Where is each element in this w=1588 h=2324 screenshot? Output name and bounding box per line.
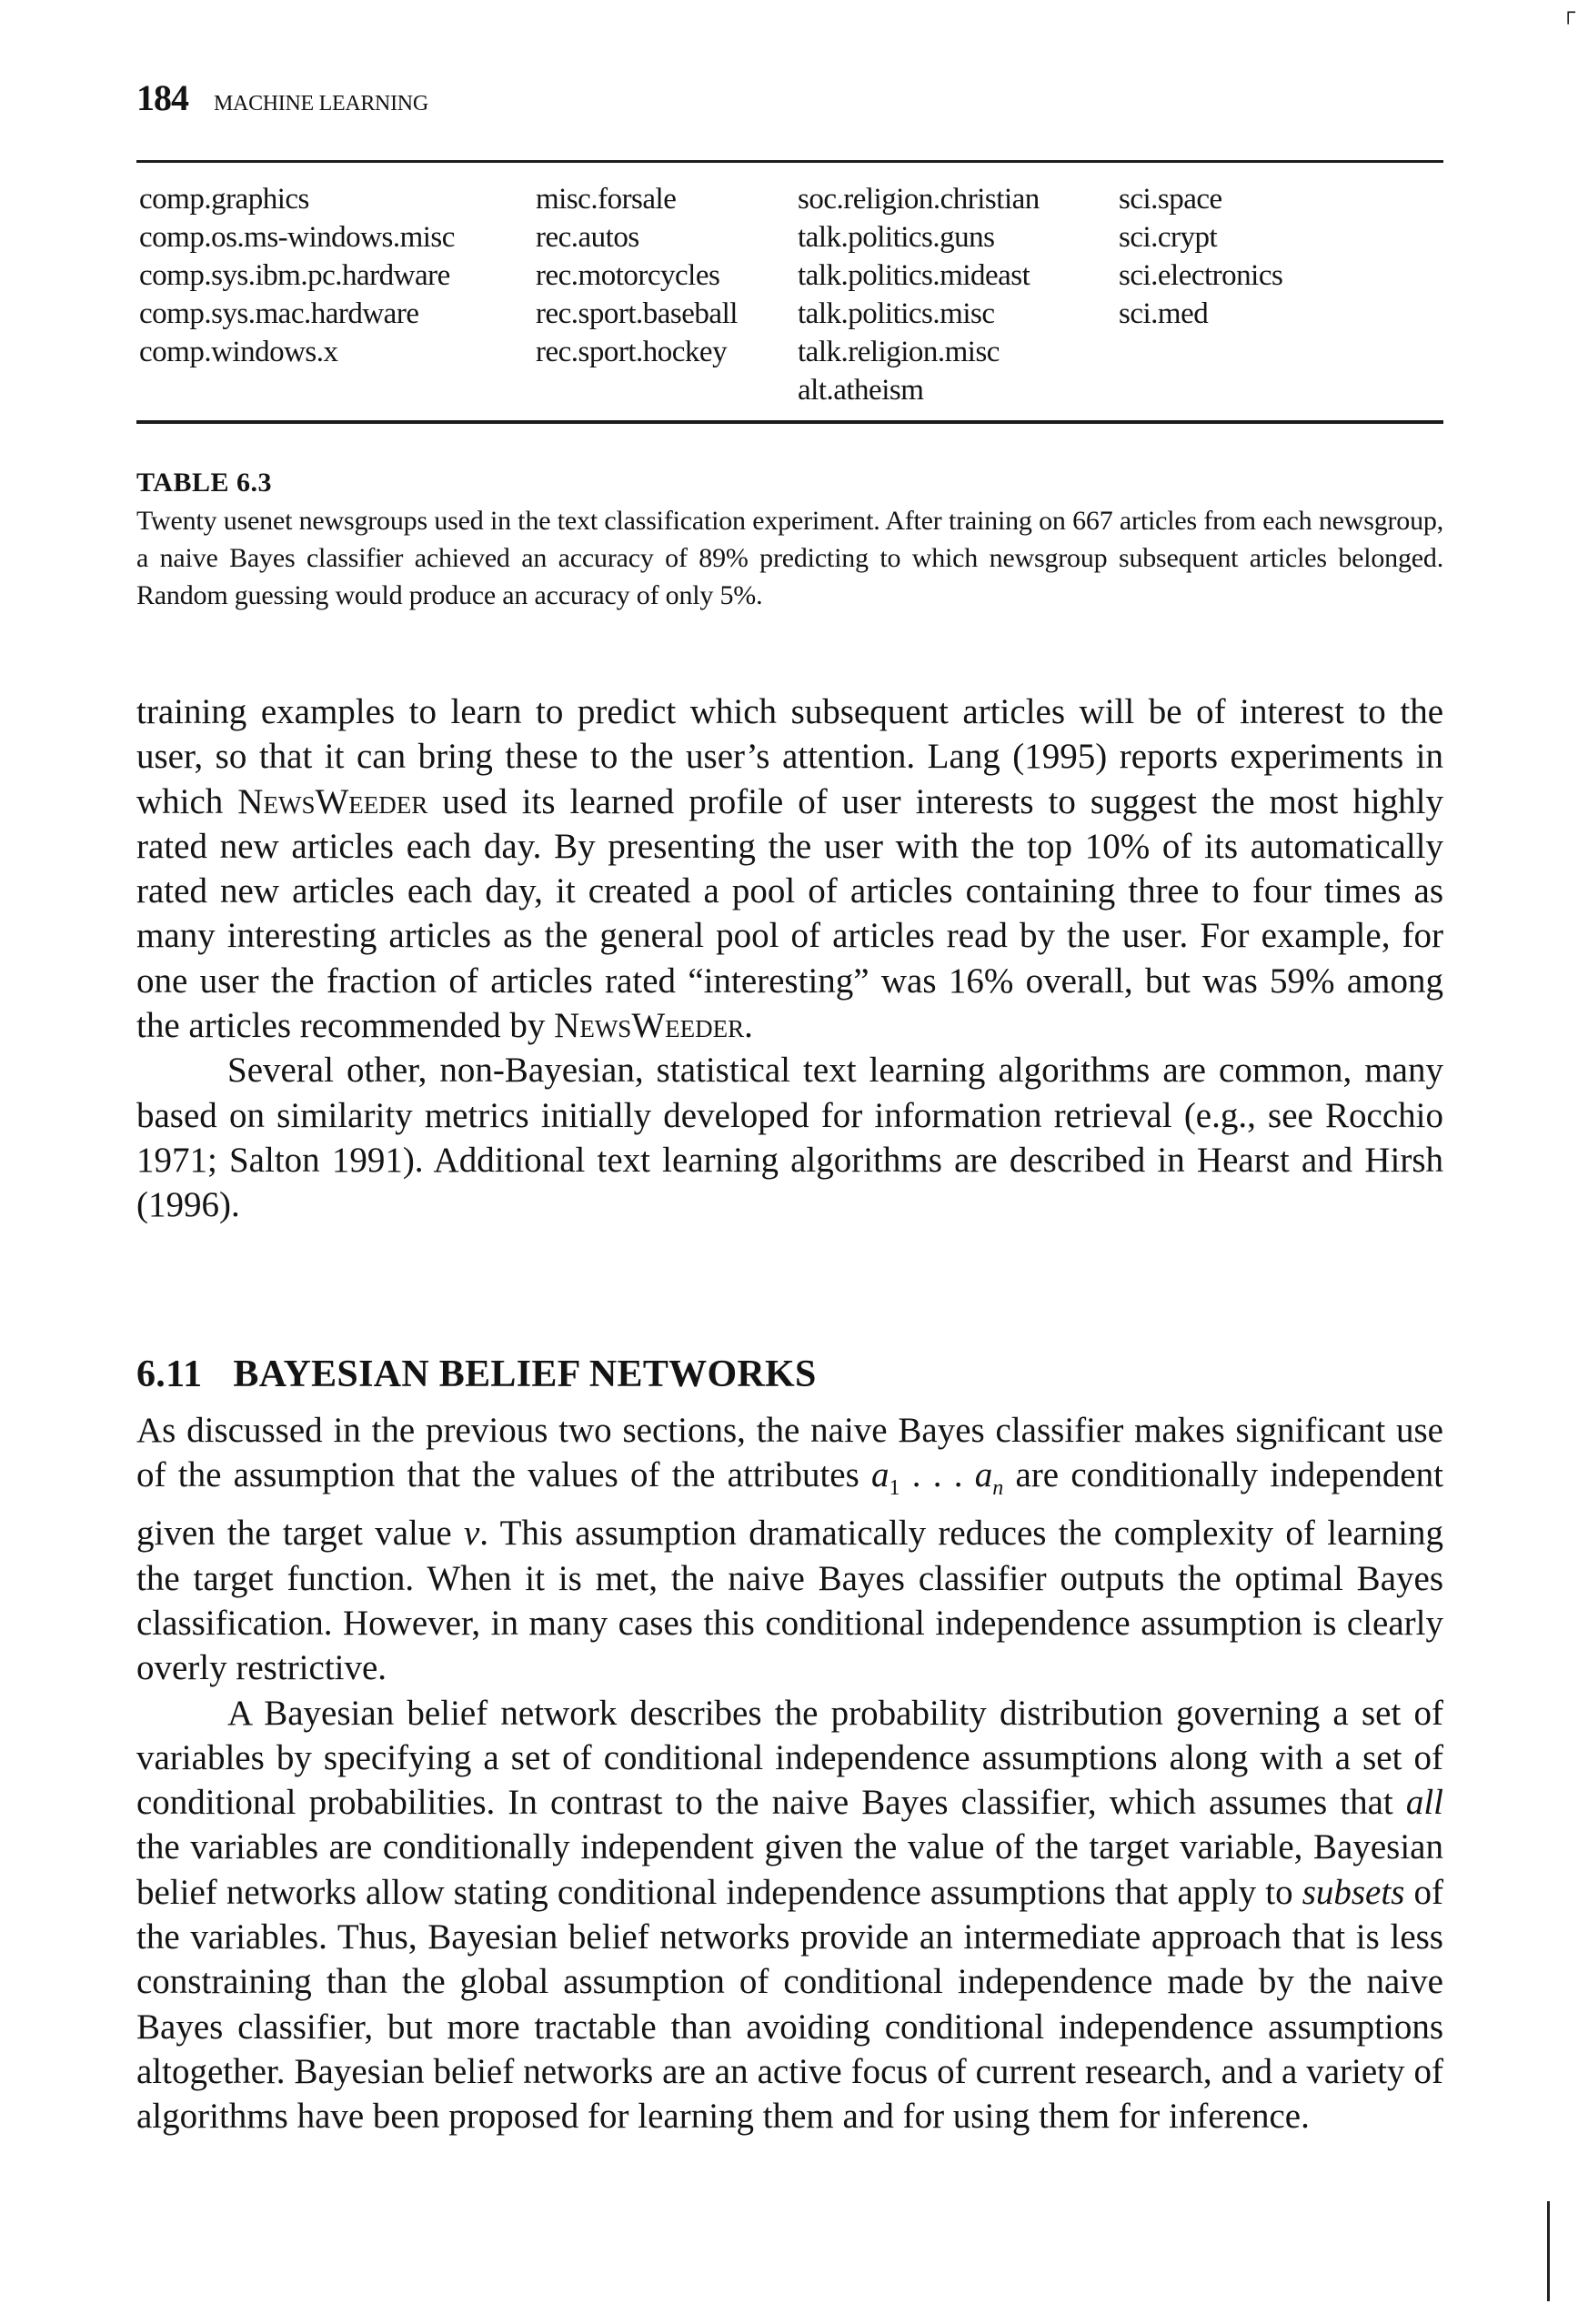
section-title: BAYESIAN BELIEF NETWORKS [233, 1353, 817, 1395]
table-cell: talk.politics.mideast [798, 259, 1030, 292]
table-cell: sci.med [1119, 297, 1209, 330]
running-head: MACHINE LEARNING [214, 92, 428, 116]
section-heading [136, 1353, 817, 1396]
table-bottom-rule [136, 420, 1443, 424]
table-cell: soc.religion.christian [798, 183, 1040, 216]
text-run: As discussed in the previous two sections, the naive Bayes classifier makes significant use of the assumption that the values of the attributes [136, 1411, 1443, 1495]
paragraph [136, 1691, 1443, 2139]
text-run: . . . [900, 1455, 975, 1495]
page-number: 184 [136, 77, 188, 118]
table-cell: comp.os.ms-windows.misc [139, 221, 455, 254]
text-run: . This assumption dramatically reduces the complexity of learning the target function. When it is met, the naive Bayes classifier outputs the optimal Bayes classification. However, in many cases this conditional independence assumption is clearly overly restrictive. [136, 1514, 1443, 1688]
table-cell: comp.graphics [139, 183, 309, 216]
paragraph [136, 1408, 1443, 1691]
section-number: 6.11 [136, 1353, 203, 1395]
table-cell: rec.motorcycles [536, 259, 720, 292]
table-cell: comp.windows.x [139, 336, 338, 368]
math-var: a [871, 1455, 889, 1495]
emphasis: all [1405, 1783, 1443, 1823]
table-cell: rec.sport.baseball [536, 297, 738, 330]
table-cell: misc.forsale [536, 183, 677, 216]
emphasis: subsets [1302, 1872, 1405, 1912]
table-column-misc-rec [536, 180, 738, 371]
margin-mark [1547, 2201, 1550, 2301]
newsweeder-name: NewsWeeder [237, 781, 428, 821]
text-run: the variables are conditionally independent given the value of the target variable, Bayesian belief networks allow stating conditional independence assumptions that apply to [136, 1827, 1443, 1912]
newsweeder-name: NewsWeeder [554, 1006, 745, 1046]
table-cell: talk.religion.misc [798, 336, 1000, 368]
table-caption-label: TABLE 6.3 [136, 468, 272, 498]
text-run: . [744, 1006, 753, 1046]
table-cell: talk.politics.misc [798, 297, 995, 330]
table-cell: sci.crypt [1119, 221, 1218, 254]
body-text-lower [136, 1408, 1443, 2139]
table-column-sci [1119, 180, 1282, 333]
corner-crop-mark: ┌ [1561, 0, 1575, 23]
math-var: a [974, 1455, 993, 1495]
text-run: training examples to learn to predict which subsequent articles will be of interest to the user, so that it can bring these to the user’s attention. Lang (1995) reports experiments in which [136, 692, 1443, 821]
math-var: v [463, 1514, 480, 1554]
table-top-rule [136, 160, 1443, 163]
text-run: are conditionally independent given the target value [136, 1455, 1444, 1554]
table-cell: sci.electronics [1119, 259, 1283, 292]
table-cell: talk.politics.guns [798, 221, 995, 254]
table-column-comp [139, 180, 455, 371]
table-cell: alt.atheism [798, 374, 924, 407]
text-run: of the variables. Thus, Bayesian belief networks provide an intermediate approach that is less constraining than the global assumption of conditional independence made by the naive Bayes classifier, but more tractable than avoiding conditional independence assumptions altogether. Bayesian belief networks are an active focus of current research, and a variety of algorithms have been proposed for learning them and for using them for inference. [136, 1872, 1443, 2137]
table-cell: comp.sys.mac.hardware [139, 297, 419, 330]
table-caption [136, 464, 1443, 614]
table-cell: comp.sys.ibm.pc.hardware [139, 259, 450, 292]
body-text-upper [136, 689, 1443, 1228]
text-run: A Bayesian belief network describes the probability distribution governing a set of variables by specifying a set of conditional independence assumptions along with a set of conditional probabilities. In contrast to the naive Bayes classifier, which assumes that [136, 1693, 1443, 1823]
table-cell: sci.space [1119, 183, 1222, 216]
table-column-soc-talk [798, 180, 1040, 409]
paragraph: Several other, non-Bayesian, statistical text learning algorithms are common, many based on similarity metrics initially developed for information retrieval (e.g., see Rocchio 1971; Salton 1991). Additional text learning algorithms are described in Hearst and Hirsh (1996). [136, 1051, 1443, 1225]
table-cell: rec.autos [536, 221, 639, 254]
text-run: used its learned profile of user interests to suggest the most highly rated new articles each day. By presenting the user with the top 10% of its automatically rated new articles each day, it created a pool of articles containing three to four times as many interesting articles as the general pool of articles read by the user. For example, for one user the fraction of articles rated “interesting” was 16% overall, but was 59% among the articles recommended by [136, 781, 1443, 1046]
table-cell: rec.sport.hockey [536, 336, 728, 368]
math-subscript: n [992, 1476, 1004, 1501]
page-header [136, 76, 1455, 122]
math-subscript: 1 [889, 1476, 900, 1501]
paragraph [136, 689, 1443, 1048]
table-caption-text: Twenty usenet newsgroups used in the text classification experiment. After training on 667 articles from each newsgroup, a naive Bayes classifier achieved an accuracy of 89% predicting to which newsgroup subsequent articles belonged. Random guessing would produce an accuracy of only 5%. [136, 506, 1443, 610]
